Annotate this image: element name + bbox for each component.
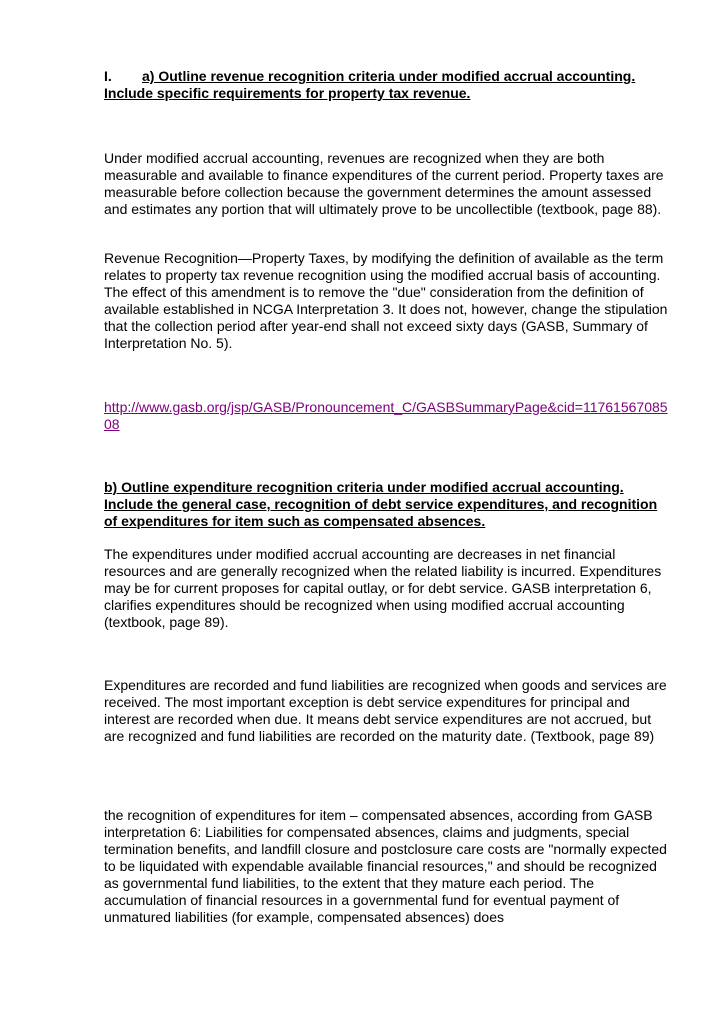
- section-a-paragraph-2: Revenue Recognition—Property Taxes, by modifying the definition of available as the term relates to property tax revenue recognition using the modified accrual basis of accounting. The effect of this amendment is to remove the "due" consideration from the definition of available established in NCGA Interpretation 3. It does not, however, change the stipulation that the collection period after year-end shall not exceed sixty days (GASB, Summary of Interpretation No. 5).: [104, 250, 668, 351]
- section-a-heading-line2: Include specific requirements for property tax revenue.: [104, 85, 471, 101]
- section-number: I.: [104, 68, 112, 84]
- section-b-paragraph-3: the recognition of expenditures for item – compensated absences, according from GASB interpretation 6: Liabilities for compensated absences, claims and judgments, special termination benefits, and landfill closure and postclosure care costs are "normally expected to be liquidated with expendable available financial resources," and should be recognized as governmental fund liabilities, to the extent that they mature each period. The accumulation of financial resources in a governmental fund for eventual payment of unmatured liabilities (for example, compensated absences) does: [104, 807, 667, 925]
- section-a-heading: [104, 68, 674, 102]
- section-b-paragraph-1: The expenditures under modified accrual accounting are decreases in net financial resources and are generally recognized when the related liability is incurred. Expenditures may be for current proposes for capital outlay, or for debt service. GASB interpretation 6, clarifies expenditures should be recognized when using modified accrual accounting (textbook, page 89).: [104, 546, 662, 630]
- section-b-paragraph-2: Expenditures are recorded and fund liabilities are recognized when goods and services are received. The most important exception is debt service expenditures for principal and interest are recorded when due. It means debt service expenditures are not accrued, but are recognized and fund liabilities are recorded on the maturity date. (Textbook, page 89): [104, 677, 667, 744]
- section-a-paragraph-1: Under modified accrual accounting, revenues are recognized when they are both measurable and available to finance expenditures of the current period. Property taxes are measurable before collection because the government determines the amount assessed and estimates any portion that will ultimately prove to be uncollectible (textbook, page 88).: [104, 150, 664, 217]
- gasb-summary-link[interactable]: http://www.gasb.org/jsp/GASB/Pronouncement_C/GASBSummaryPage&cid=1176156708508: [104, 399, 668, 432]
- section-a-heading-line1: a) Outline revenue recognition criteria under modified accrual accounting.: [142, 68, 636, 84]
- section-b-heading: b) Outline expenditure recognition criteria under modified accrual accounting. Include the general case, recognition of debt service expenditures, and recognition of expenditures for item such as compensated absences.: [104, 479, 658, 529]
